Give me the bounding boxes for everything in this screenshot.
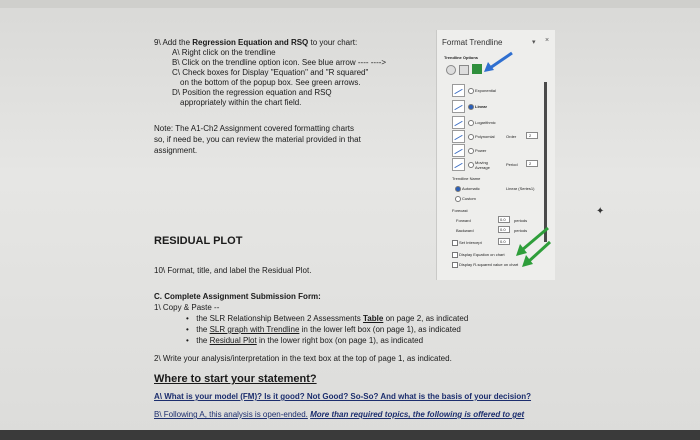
radio-automatic[interactable] <box>455 186 461 192</box>
forward-unit: periods <box>514 218 528 223</box>
option-custom: Custom <box>462 196 476 201</box>
period-label: Period <box>506 162 518 167</box>
close-icon[interactable]: × <box>545 37 550 44</box>
moving-average-icon <box>452 158 465 171</box>
where-heading: Where to start your statement? <box>154 373 317 385</box>
forecast-header: Forecast <box>452 208 468 213</box>
option-automatic: Automatic <box>462 186 480 191</box>
green-arrows-icon <box>512 224 554 270</box>
display-equation-label: Display Equation on chart <box>459 252 505 257</box>
intercept-value: 0.0 <box>500 239 506 244</box>
residual-heading: RESIDUAL PLOT <box>154 235 243 247</box>
option-linear: Linear <box>475 104 488 109</box>
order-stepper[interactable] <box>526 132 538 139</box>
order-value: 2 <box>529 133 532 138</box>
step9-b: B\ Click on the trendline option icon. See blue arrow ---- ----> <box>172 58 387 67</box>
bullet-residual: • the Residual Plot in the lower right box (on page 1), as indicated <box>186 336 423 346</box>
question-a: A\ What is your model (FM)? Is it good? Not Good? So-So? And what is the basis of your decision? <box>154 392 532 401</box>
panel-scrollbar[interactable] <box>544 82 547 242</box>
exponential-icon <box>452 84 465 97</box>
step1-line: 1\ Copy & Paste -- <box>154 303 220 312</box>
option-exponential: Exponential <box>475 88 496 93</box>
step10-line: 10\ Format, title, and label the Residual Plot. <box>154 266 312 275</box>
note-line1: Note: The A1-Ch2 Assignment covered formatting charts <box>154 124 354 133</box>
step9-line: 9\ Add the Regression Equation and RSQ to your chart: <box>154 38 358 47</box>
set-intercept-label: Set Intercept <box>459 240 482 245</box>
note-line3: assignment. <box>154 146 198 155</box>
radio-custom[interactable] <box>455 196 461 202</box>
step9-c: C\ Check boxes for Display "Equation" and "R squared" <box>172 68 369 77</box>
chevron-down-icon[interactable]: ▾ <box>532 39 536 46</box>
effects-icon[interactable] <box>459 65 469 75</box>
radio-polynomial[interactable] <box>468 134 474 140</box>
period-value: 2 <box>529 161 532 166</box>
radio-linear[interactable] <box>468 104 474 110</box>
set-intercept-checkbox[interactable] <box>452 240 458 246</box>
radio-moving-average[interactable] <box>468 162 474 168</box>
radio-exponential[interactable] <box>468 88 474 94</box>
forward-value: 0.0 <box>500 217 506 222</box>
backward-label: Backward <box>456 228 474 233</box>
trendline-name-header: Trendline Name <box>452 176 481 181</box>
radio-logarithmic[interactable] <box>468 120 474 126</box>
display-rsq-checkbox[interactable] <box>452 262 458 268</box>
panel-title: Format Trendline <box>442 38 503 47</box>
bullet-table: • the SLR Relationship Between 2 Assessments Table on page 2, as indicated <box>186 314 468 324</box>
question-b: B\ Following A, this analysis is open-ended. More than required topics, the following is offered to get <box>154 410 525 419</box>
linear-icon <box>452 100 465 113</box>
cursor-icon: ✦ <box>596 206 605 217</box>
display-rsq-label: Display R-squared value on chart <box>459 262 519 267</box>
option-logarithmic: Logarithmic <box>475 120 496 125</box>
logarithmic-icon <box>452 116 465 129</box>
submission-heading: C. Complete Assignment Submission Form: <box>154 292 321 301</box>
note-line2: so, if need be, you can review the material provided in that <box>154 135 361 144</box>
step9-a: A\ Right click on the trendline <box>172 48 276 57</box>
step9-d2: appropriately within the chart field. <box>180 98 302 107</box>
panel-tab-trendline-options[interactable]: Trendline Options <box>444 55 479 60</box>
trendline-options-icon[interactable] <box>472 64 482 74</box>
step9-d: D\ Position the regression equation and RSQ <box>172 88 332 97</box>
blue-arrow-icon <box>482 50 516 74</box>
backward-unit: periods <box>514 228 528 233</box>
fill-line-icon[interactable] <box>446 65 456 75</box>
polynomial-icon <box>452 130 465 143</box>
radio-power[interactable] <box>468 148 474 154</box>
forward-label: Forward <box>456 218 471 223</box>
bullet-graph: • the SLR graph with Trendline in the lower left box (on page 1), as indicated <box>186 325 461 335</box>
period-stepper[interactable] <box>526 160 538 167</box>
step9-c2: on the bottom of the popup box. See green arrows. <box>180 78 361 87</box>
bottom-strip <box>0 430 700 440</box>
top-strip <box>0 0 700 8</box>
automatic-value: Linear (Series1) <box>506 186 535 191</box>
display-equation-checkbox[interactable] <box>452 252 458 258</box>
backward-value: 0.0 <box>500 227 506 232</box>
option-polynomial: Polynomial <box>475 134 495 139</box>
power-icon <box>452 144 465 157</box>
option-moving-average: Moving Average <box>475 160 490 170</box>
step2-line: 2\ Write your analysis/interpretation in the text box at the top of page 1, as indicated. <box>154 354 452 363</box>
option-power: Power <box>475 148 487 153</box>
order-label: Order <box>506 134 517 139</box>
